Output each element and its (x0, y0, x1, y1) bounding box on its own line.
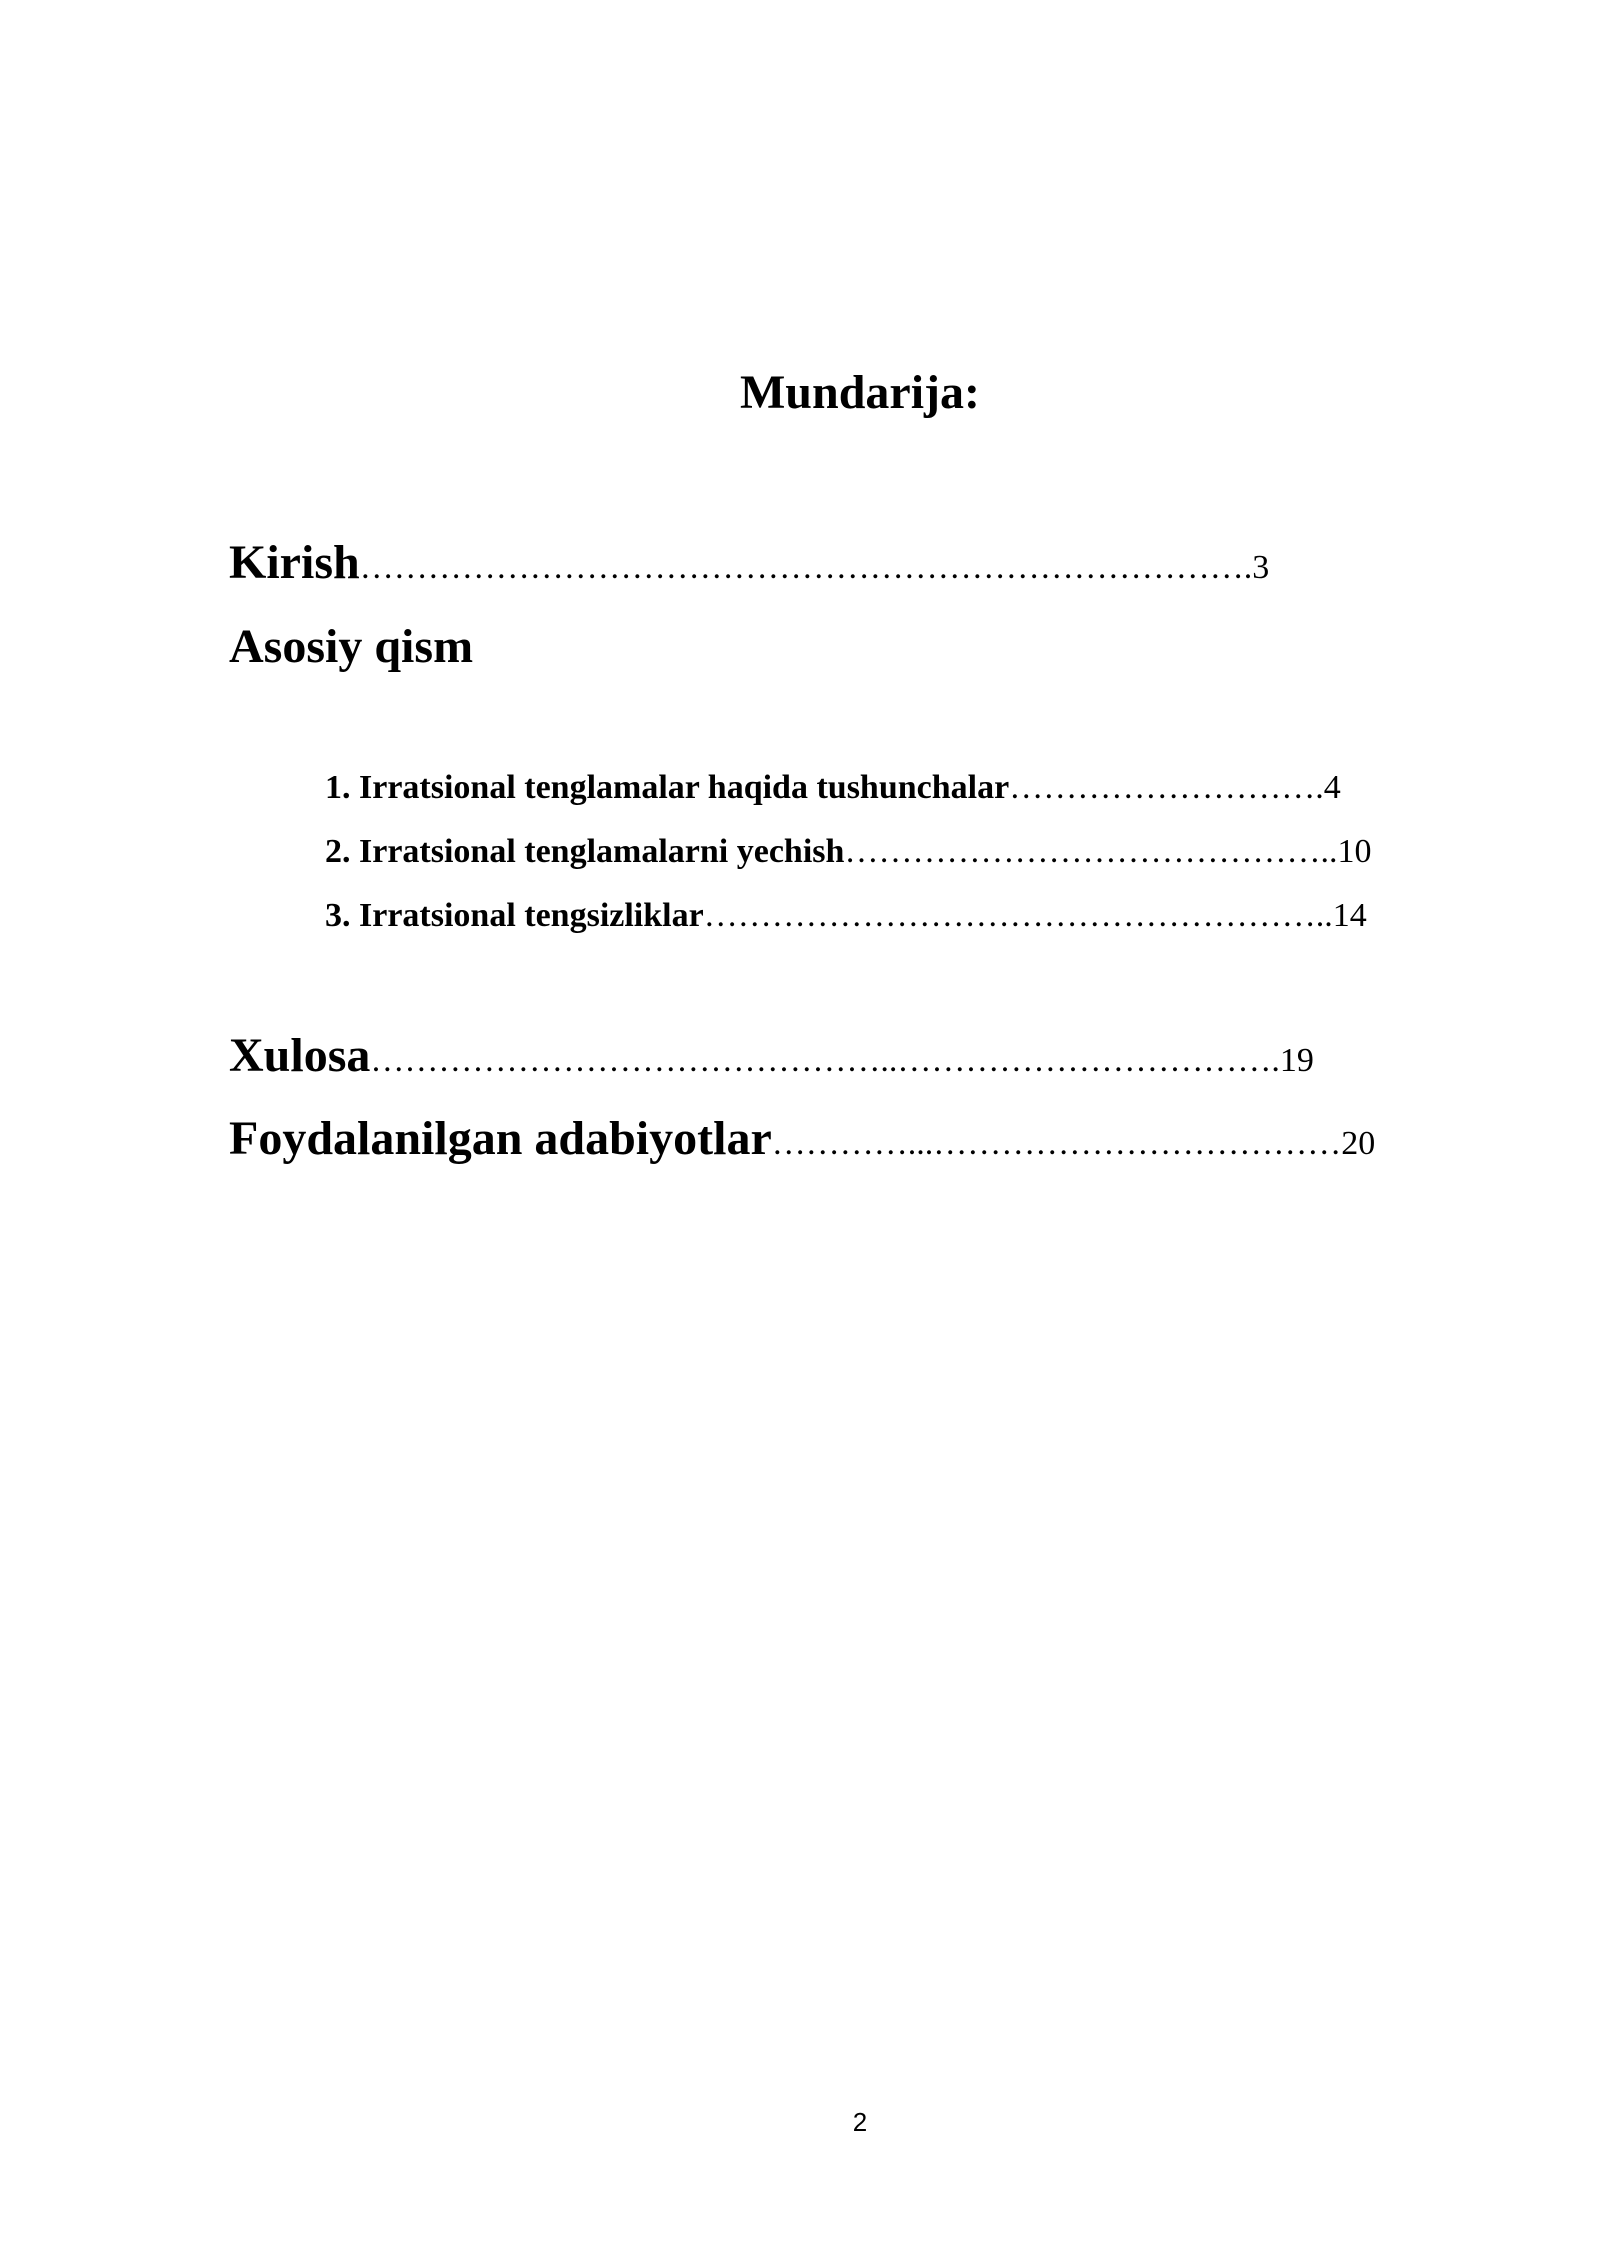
toc-entry-label: Xulosa (229, 1029, 371, 1082)
toc-page-number: 4 (1323, 769, 1341, 806)
toc-entry-label: Foydalanilgan adabiyotlar (229, 1112, 772, 1165)
toc-entry-xulosa[interactable] (229, 1026, 1314, 1091)
toc-page-number: 10 (1337, 833, 1372, 870)
toc-entry-label: 2. Irratsional tenglamalarni yechish (325, 833, 845, 870)
toc-entry-sub-3[interactable] (325, 894, 1367, 938)
toc-entry-label: Kirish (229, 536, 360, 589)
toc-entry-adabiyotlar[interactable] (229, 1109, 1375, 1174)
toc-entry-kirish[interactable] (229, 533, 1269, 598)
toc-entry-label: 3. Irratsional tengsizliklar (325, 897, 704, 934)
toc-page-number: 20 (1341, 1125, 1376, 1162)
toc-leader-dots: …………………………………….. (844, 833, 1338, 870)
toc-section-heading: Asosiy qism (229, 620, 474, 673)
toc-leader-dots: ……………………………………………….. (703, 897, 1333, 934)
toc-page-number: 19 (1279, 1042, 1314, 1079)
page-title: Mundarija: (740, 366, 980, 419)
toc-leader-dots: ………………………. (1009, 769, 1324, 806)
page-number: 2 (852, 2107, 868, 2137)
toc-leader-dots: …………...……………………………… (771, 1125, 1342, 1162)
toc-page-number: 3 (1252, 549, 1270, 586)
toc-leader-dots: ………………………………………..……………………………. (370, 1042, 1280, 1079)
toc-entry-sub-2[interactable] (325, 830, 1371, 874)
toc-entry-label: 1. Irratsional tenglamalar haqida tushunchalar (325, 769, 1010, 806)
toc-entry-sub-1[interactable] (325, 766, 1341, 810)
toc-leader-dots: ……………………………………………………………………. (359, 549, 1253, 586)
toc-page-number: 14 (1332, 897, 1367, 934)
